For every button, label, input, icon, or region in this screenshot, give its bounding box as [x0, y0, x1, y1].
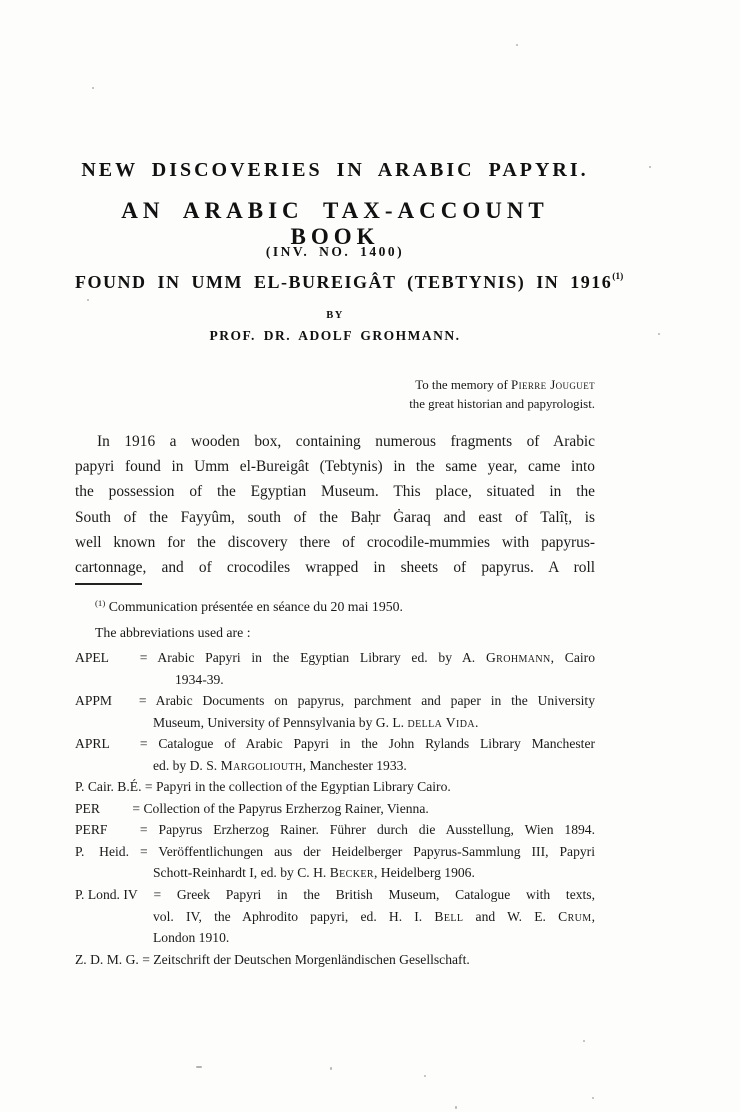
title-line-4-text: FOUND IN UMM EL-BUREIGÂT (TEBTYNIS) IN 1916: [75, 272, 613, 292]
title-inventory-number: (INV. NO. 1400): [265, 244, 405, 259]
abbreviation-entry: [75, 949, 595, 971]
scan-speck: [424, 1075, 426, 1077]
text-segment: = Arabic Papyri in the Egyptian Library ed. by A.: [139, 650, 486, 665]
text-segment: vol. IV, the Aphrodito papyri, ed. H. I.: [153, 908, 435, 924]
small-caps-name: Bell: [434, 908, 464, 924]
title-line-4: [75, 272, 624, 293]
scan-speck: [87, 299, 89, 301]
paragraph-line: In 1916 a wooden box, containing numerous fragments of Arabic: [97, 433, 595, 450]
text-segment: ,: [591, 908, 595, 924]
author-name: PROF. DR. ADOLF GROHMANN.: [209, 328, 461, 343]
small-caps-name: Pierre Jouguet: [511, 378, 595, 392]
text-segment: , Cairo: [550, 650, 595, 665]
title-footnote-marker: (1): [612, 272, 624, 282]
dedication-line-1: [75, 376, 595, 395]
abbreviation-line: [75, 755, 595, 777]
text-segment: , Manchester 1933.: [302, 757, 407, 773]
abbreviation-entry: [75, 798, 595, 820]
abbreviation-label: P. Heid.: [75, 843, 129, 859]
small-caps-name: Becker: [329, 865, 374, 881]
abbreviation-line: [75, 906, 595, 928]
text-segment: = Collection of the Papyrus Erzherzog Rainer, Vienna.: [132, 800, 429, 816]
text-segment: = Catalogue of Arabic Papyri in the John Rylands Library Manchester: [139, 736, 596, 752]
paragraph-line: papyri found in Umm el-Bureigât (Tebtynis) in the same year, came into: [75, 458, 595, 476]
title-line-2: AN ARABIC TAX-ACCOUNT BOOK: [121, 198, 549, 249]
text-segment: = Arabic Documents on papyrus, parchment and paper in the University: [138, 693, 595, 709]
abbreviation-label: APRL: [75, 736, 110, 752]
scan-speck: [658, 333, 660, 335]
text-segment: .: [475, 714, 479, 730]
abbreviation-line: [75, 798, 595, 820]
scan-speck: [92, 87, 94, 89]
text-segment: To the memory of: [415, 378, 511, 392]
abbreviation-entry: [75, 884, 595, 949]
text-segment: Schott-Reinhardt I, ed. by C. H.: [153, 865, 330, 881]
abbreviation-label: P. Lond. IV: [75, 887, 138, 903]
footnote-marker: (1): [95, 598, 106, 608]
paragraph-line: the possession of the Egyptian Museum. This place, situated in the: [75, 483, 595, 501]
scan-speck: [583, 1040, 585, 1042]
abbreviation-line: [75, 862, 595, 884]
small-caps-name: Grohmann: [485, 650, 551, 665]
scan-speck: [592, 1097, 594, 1099]
abbreviation-label: PERF: [75, 822, 108, 838]
text-segment: = Papyrus Erzherzog Rainer. Führer durch die Ausstellung, Wien 1894.: [139, 822, 595, 838]
dedication: [75, 376, 595, 413]
text-segment: = Zeitschrift der Deutschen Morgenländischen Gesellschaft.: [142, 951, 470, 967]
abbreviation-entry: [75, 690, 595, 733]
abbreviation-label: PER: [75, 800, 100, 816]
scan-speck: [330, 1067, 332, 1070]
abbreviation-entry: [75, 841, 595, 884]
abbreviation-line: [75, 841, 595, 863]
text-segment: London 1910.: [153, 930, 230, 946]
abbreviation-line: [75, 776, 595, 798]
scan-speck: [516, 44, 518, 46]
byline-label: BY: [326, 310, 344, 321]
text-segment: = Greek Papyri in the British Museum, Catalogue with texts,: [153, 887, 595, 903]
text-segment: = Veröffentlichungen aus der Heidelberger Papyrus-Sammlung III, Papyri: [140, 843, 595, 859]
abbreviation-label: APEL: [75, 650, 109, 665]
abbreviation-line: [75, 927, 595, 949]
abbreviation-entry: [75, 819, 595, 841]
footnote: [75, 593, 595, 617]
paragraph-line: well known for the discovery there of crocodile-mummies with papyrus-: [75, 533, 595, 551]
abbreviation-entry: [75, 647, 595, 690]
title-line-1: NEW DISCOVERIES IN ARABIC PAPYRI.: [81, 159, 589, 181]
footnote-text: Communication présentée en séance du 20 mai 1950.: [108, 599, 403, 614]
abbreviation-line: [75, 669, 595, 691]
paragraph-line: cartonnage, and of crocodiles wrapped in sheets of papyrus. A roll: [75, 559, 595, 577]
abbreviation-line: [75, 884, 595, 906]
text-segment: 1934-39.: [175, 671, 224, 687]
abbreviations-intro: The abbreviations used are :: [95, 625, 251, 640]
abbreviation-entry: [75, 776, 595, 798]
abbreviation-line: [75, 819, 595, 841]
small-caps-name: Crum: [558, 908, 592, 924]
text-segment: = Papyri in the collection of the Egyptian Library Cairo.: [144, 779, 451, 795]
text-segment: ed. by D. S.: [153, 757, 221, 773]
scan-speck: [649, 166, 651, 168]
dedication-line-2: the great historian and papyrologist.: [409, 396, 595, 411]
abbreviation-line: [75, 647, 595, 669]
scan-speck: [455, 1106, 457, 1109]
abbreviation-line: [75, 733, 595, 755]
text-column: [75, 0, 624, 1112]
abbreviation-line: [75, 712, 595, 734]
scan-speck: [196, 1066, 202, 1068]
abbreviation-label: Z. D. M. G.: [75, 951, 139, 967]
abbreviation-line: [75, 949, 595, 971]
abbreviation-entry: [75, 733, 595, 776]
abbreviation-line: [75, 690, 595, 712]
text-segment: , Heidelberg 1906.: [373, 865, 475, 881]
abbreviation-list: [75, 647, 595, 970]
paragraph-line: South of the Fayyûm, south of the Baḥr Ġaraq and east of Talîṭ, is: [75, 508, 595, 526]
abbreviation-label: APPM: [75, 693, 113, 709]
footnote-rule: [75, 583, 142, 585]
text-segment: and W. E.: [463, 908, 559, 924]
abbreviation-label: P. Cair. B.É.: [75, 779, 142, 795]
small-caps-name: Margoliouth: [220, 757, 303, 773]
text-segment: Museum, University of Pennsylvania by G. L.: [153, 714, 408, 730]
body-paragraph: [75, 429, 595, 580]
small-caps-name: della Vida: [407, 714, 475, 730]
